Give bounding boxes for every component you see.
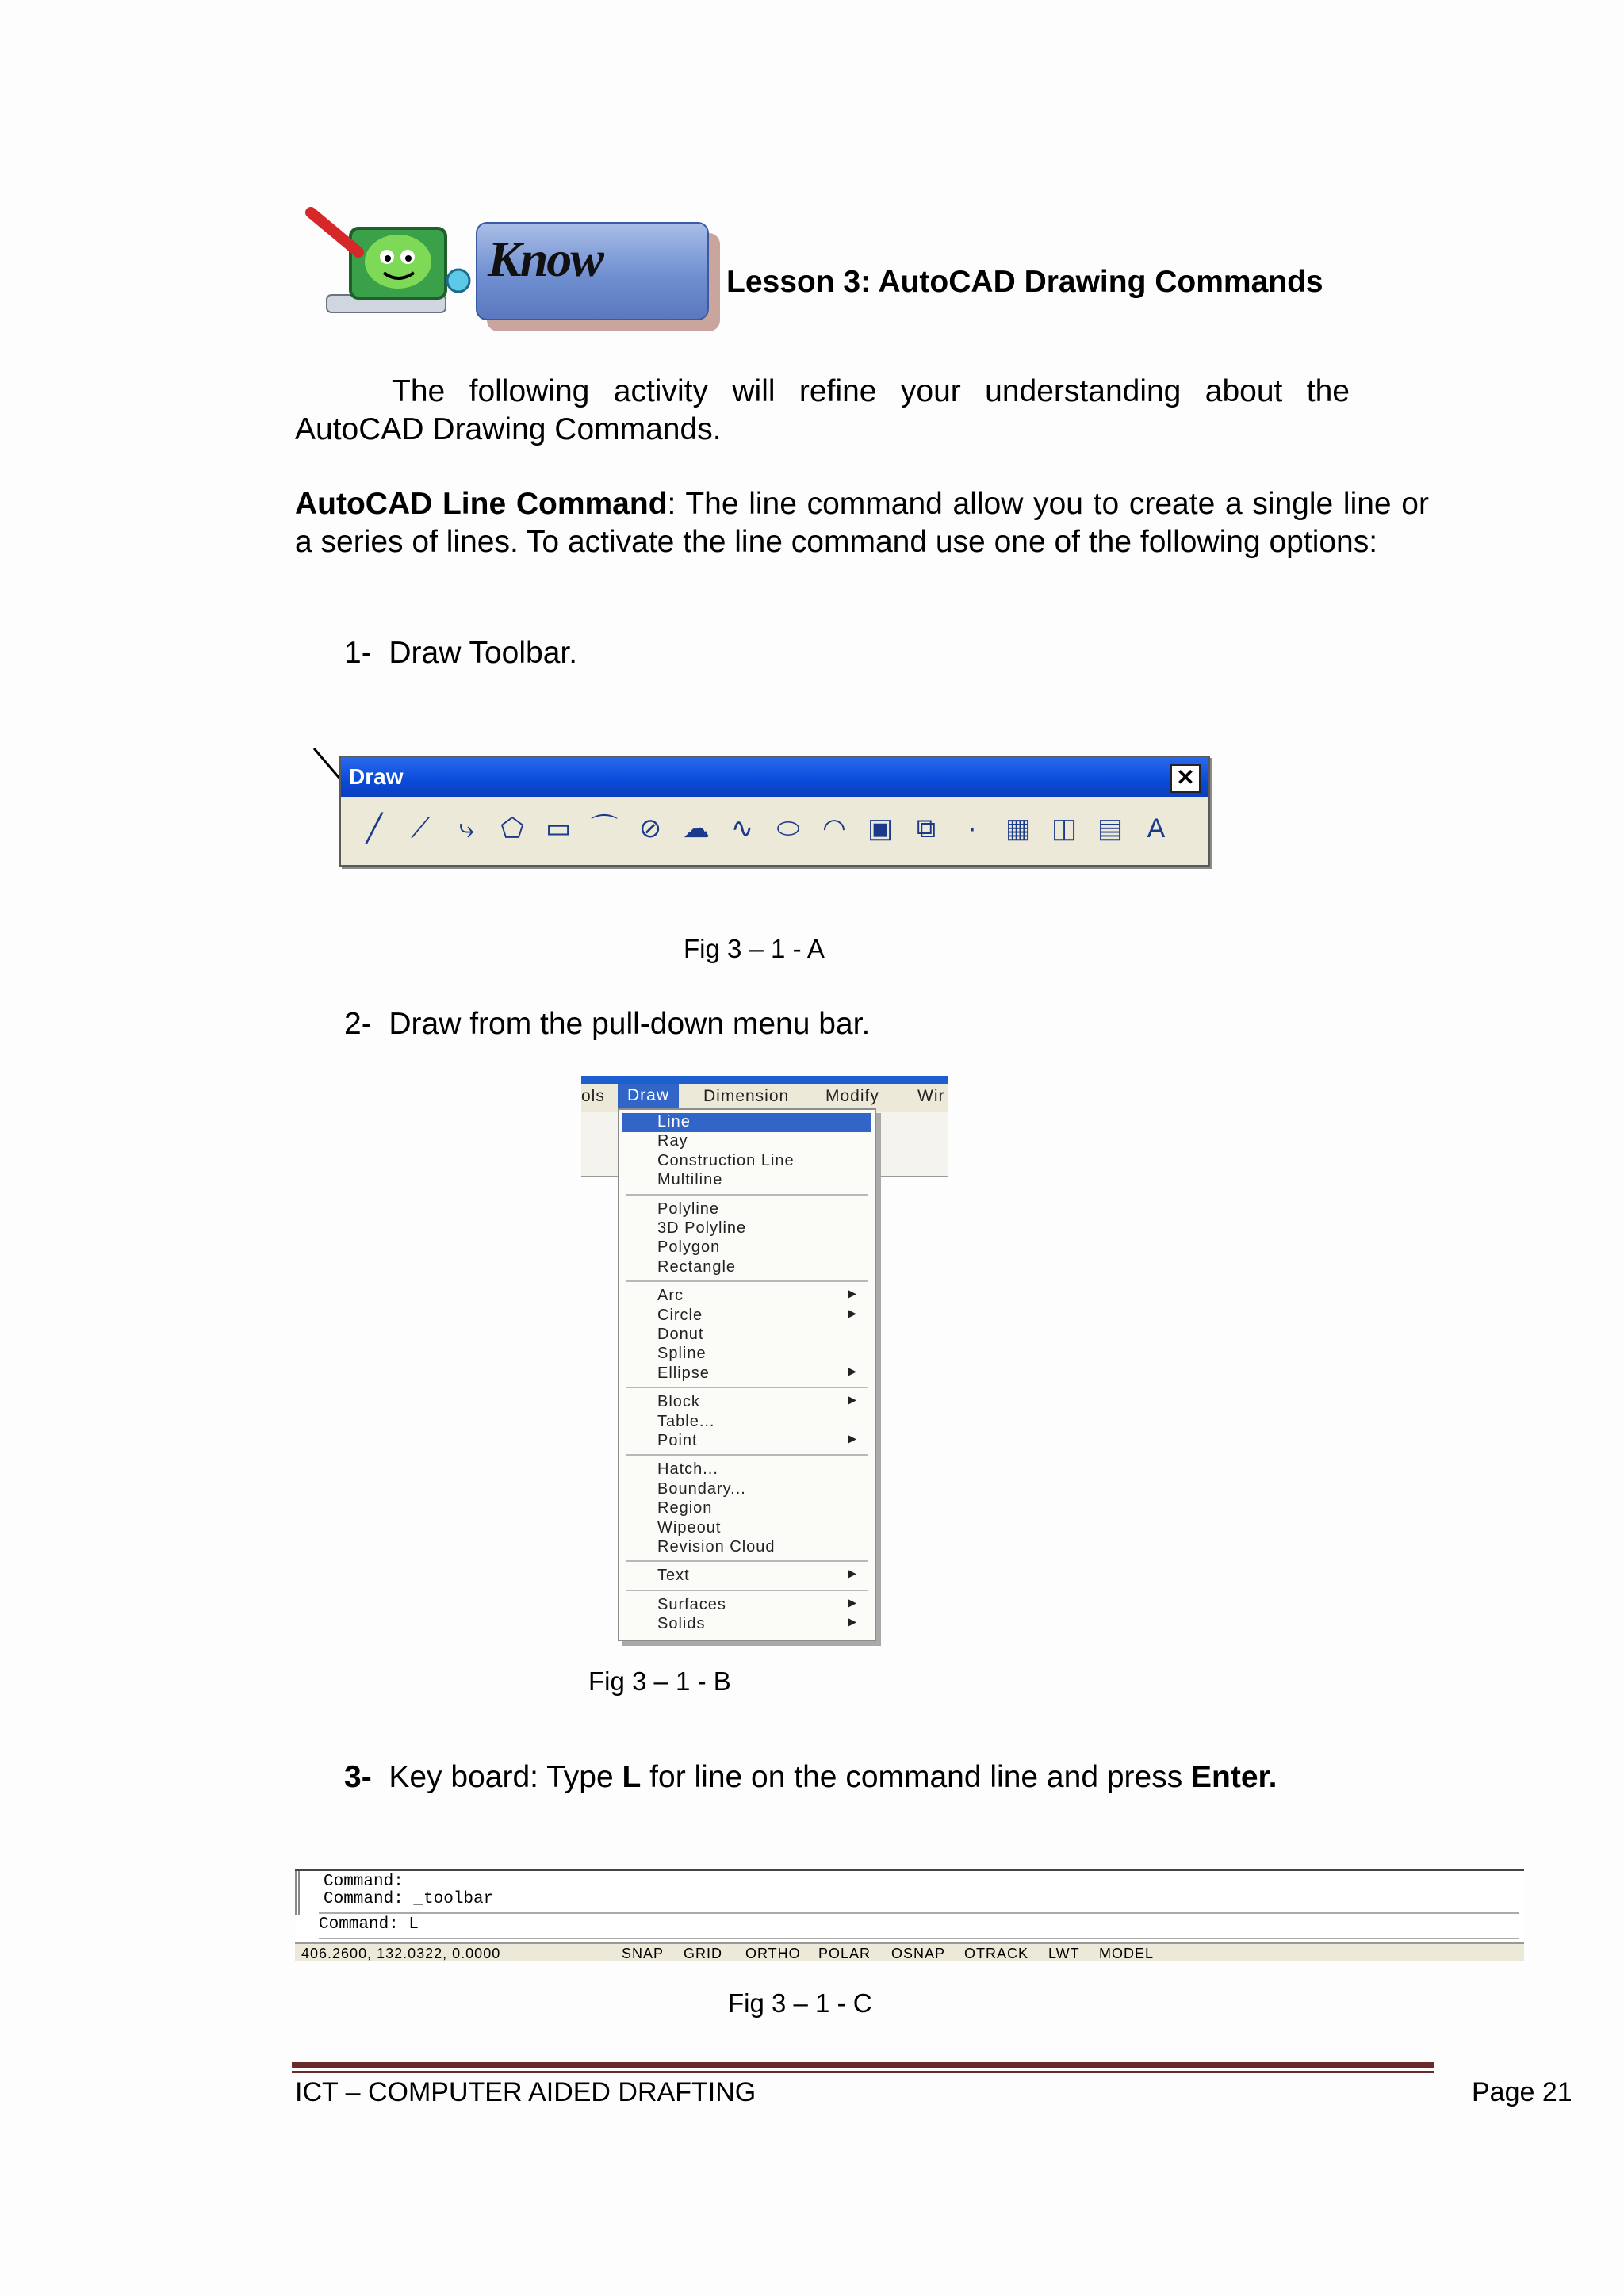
menu-item-point[interactable] [622, 1432, 871, 1451]
submenu-arrow-icon: ▶ [848, 1306, 857, 1319]
status-ortho-button[interactable]: ORTHO [745, 1946, 801, 1961]
table-icon[interactable]: ▤ [1097, 813, 1124, 844]
menu-item-polyline[interactable] [622, 1200, 871, 1219]
submenu-arrow-icon: ▶ [848, 1287, 857, 1300]
menu-modify[interactable]: Modify [825, 1087, 879, 1105]
menu-item-spline[interactable] [622, 1345, 871, 1364]
menu-item-rectangle[interactable] [622, 1258, 871, 1277]
menu-item-donut[interactable] [622, 1326, 871, 1345]
command-input-text: Command: L [319, 1915, 419, 1934]
submenu-arrow-icon: ▶ [848, 1567, 857, 1580]
coordinates-readout: 406.2600, 132.0322, 0.0000 [301, 1946, 501, 1961]
menu-item-label: Revision Cloud [657, 1538, 776, 1556]
status-polar-button[interactable]: POLAR [818, 1946, 871, 1961]
caption-c: Fig 3 – 1 - C [728, 1988, 872, 2018]
draw-toolbar [339, 756, 1210, 867]
menu-item-table[interactable] [622, 1413, 871, 1432]
menu-item-label: Text [657, 1567, 690, 1585]
menu-item-label: Polyline [657, 1200, 720, 1218]
polygon-icon[interactable]: ⬠ [500, 813, 524, 844]
toolbar-icons [352, 806, 1180, 851]
menu-item-label: Rectangle [657, 1257, 737, 1276]
menu-item-label: Ray [657, 1132, 688, 1150]
menu-item-label: Arc [657, 1287, 684, 1305]
polyline-icon[interactable]: ⤷ [458, 813, 474, 844]
option-text: Draw Toolbar. [389, 636, 578, 670]
status-bar [295, 1942, 1524, 1961]
option-key: L [622, 1760, 642, 1794]
option-text: Draw from the pull-down menu bar. [389, 1007, 871, 1041]
arc-icon[interactable]: ⌒ [591, 813, 618, 844]
option-number: 2- [344, 1007, 372, 1041]
menu-item-ray[interactable] [622, 1132, 871, 1151]
option-number: 1- [344, 636, 372, 670]
lesson-title: Lesson 3: AutoCAD Drawing Commands [726, 265, 1323, 299]
intro-paragraph [295, 373, 1350, 449]
menu-item-wipeout[interactable] [622, 1519, 871, 1538]
menu-item-label: Surfaces [657, 1595, 726, 1613]
menu-item-label: Multiline [657, 1171, 723, 1189]
menu-item-line[interactable] [622, 1113, 871, 1132]
menu-item-multiline[interactable] [622, 1171, 871, 1190]
command-history-line: Command: _toolbar [324, 1890, 494, 1908]
menu-dimension[interactable]: Dimension [703, 1087, 790, 1105]
construction-line-icon[interactable]: ⟋ [411, 813, 430, 844]
menu-item-label: Wipeout [657, 1518, 722, 1536]
option-2 [344, 1007, 870, 1042]
draw-dropdown-menu [618, 1108, 876, 1641]
menu-item-3d-polyline[interactable] [622, 1219, 871, 1238]
menu-separator [626, 1194, 868, 1196]
circle-icon[interactable]: ⊘ [638, 813, 662, 844]
menu-item-ellipse[interactable] [622, 1364, 871, 1383]
menu-tools[interactable]: ols [581, 1087, 605, 1105]
menu-item-block[interactable] [622, 1393, 871, 1412]
menu-item-label: Region [657, 1499, 713, 1517]
footer-rule [292, 2062, 1434, 2068]
option-enter: Enter. [1191, 1760, 1277, 1794]
close-icon[interactable]: ✕ [1170, 764, 1201, 793]
menu-draw[interactable]: Draw [618, 1084, 679, 1108]
mascot-icon [303, 205, 485, 323]
menu-separator [626, 1454, 868, 1456]
status-otrack-button[interactable]: OTRACK [964, 1946, 1029, 1961]
menu-item-label: Donut [657, 1326, 704, 1343]
rectangle-icon[interactable]: ▭ [545, 813, 572, 844]
ellipse-icon[interactable]: ⬭ [776, 813, 800, 844]
hatch-icon[interactable]: ▦ [1005, 813, 1032, 844]
status-lwt-button[interactable]: LWT [1048, 1946, 1080, 1961]
line-command-text: : The line command allow you to create a single line or a series of lines. To activate the line command use one of the following options: [295, 487, 1429, 559]
menu-item-label: Circle [657, 1306, 703, 1324]
multiline-text-icon[interactable]: A [1147, 813, 1166, 844]
menu-item-label: Table... [657, 1412, 715, 1430]
menu-window[interactable]: Wir [917, 1087, 945, 1105]
menu-item-boundary[interactable] [622, 1480, 871, 1499]
menu-item-label: Polygon [657, 1238, 721, 1257]
command-history [295, 1871, 1529, 1915]
region-icon[interactable]: ◫ [1051, 813, 1078, 844]
page-number: Page 21 [1472, 2077, 1572, 2107]
menu-item-arc[interactable] [622, 1287, 871, 1306]
menu-item-label: Spline [657, 1345, 707, 1363]
menu-separator [626, 1280, 868, 1282]
option-3 [344, 1760, 1277, 1795]
line-icon[interactable]: ╱ [366, 813, 383, 844]
menu-item-label: Solids [657, 1615, 706, 1633]
caption-b: Fig 3 – 1 - B [588, 1667, 731, 1696]
line-command-term: AutoCAD Line Command [295, 487, 668, 521]
menu-item-label: Boundary... [657, 1479, 746, 1498]
status-snap-button[interactable]: SNAP [622, 1946, 665, 1961]
menu-item-label: 3D Polyline [657, 1219, 747, 1237]
submenu-arrow-icon: ▶ [848, 1615, 857, 1628]
menu-item-text[interactable] [622, 1567, 871, 1586]
menu-item-label: Line [657, 1113, 691, 1131]
menu-item-label: Ellipse [657, 1364, 710, 1382]
submenu-arrow-icon: ▶ [848, 1432, 857, 1445]
option-1 [344, 636, 577, 671]
menu-item-surfaces[interactable] [622, 1596, 871, 1615]
menu-separator [626, 1590, 868, 1591]
menu-item-circle[interactable] [622, 1307, 871, 1326]
option-number: 3- [344, 1760, 372, 1794]
menu-item-label: Point [657, 1432, 698, 1449]
command-input[interactable] [319, 1912, 1519, 1939]
command-history-line: Command: [324, 1873, 404, 1891]
menu-item-region[interactable] [622, 1499, 871, 1518]
menu-item-revision-cloud[interactable] [622, 1538, 871, 1557]
submenu-arrow-icon: ▶ [848, 1393, 857, 1406]
option-text-middle: for line on the command line and press [641, 1760, 1192, 1794]
submenu-arrow-icon: ▶ [848, 1595, 857, 1609]
menu-bar [581, 1076, 948, 1112]
submenu-arrow-icon: ▶ [848, 1364, 857, 1377]
option-text-start: Key board: Type [389, 1760, 622, 1794]
ellipse-arc-icon[interactable]: ◠ [822, 813, 846, 844]
point-icon[interactable]: · [967, 813, 977, 844]
status-osnap-button[interactable]: OSNAP [891, 1946, 946, 1961]
footer-title: ICT – COMPUTER AIDED DRAFTING [295, 2077, 756, 2107]
menu-item-polygon[interactable] [622, 1238, 871, 1257]
menu-item-solids[interactable] [622, 1615, 871, 1634]
status-model-button[interactable]: MODEL [1099, 1946, 1155, 1961]
line-command-paragraph [295, 485, 1429, 561]
menu-separator [626, 1560, 868, 1562]
insert-block-icon[interactable]: ▣ [867, 813, 894, 844]
intro-text: The following activity will refine your understanding about the AutoCAD Drawing Commands. [295, 374, 1350, 446]
footer-rule-thin [292, 2071, 1434, 2073]
menu-item-label: Block [657, 1393, 700, 1411]
spline-icon[interactable]: ∿ [730, 813, 754, 844]
menu-item-hatch[interactable] [622, 1460, 871, 1479]
revision-cloud-icon[interactable]: ☁ [683, 813, 710, 844]
command-window [295, 1869, 1524, 1960]
menu-item-label: Construction Line [657, 1151, 795, 1169]
make-block-icon[interactable]: ⧉ [916, 813, 936, 844]
know-label: Know [488, 231, 603, 287]
menu-separator [626, 1387, 868, 1388]
menu-item-construction-line[interactable] [622, 1152, 871, 1171]
caption-a: Fig 3 – 1 - A [684, 934, 825, 963]
toolbar-title: Draw [341, 757, 1208, 797]
status-grid-button[interactable]: GRID [684, 1946, 722, 1961]
menu-item-label: Hatch... [657, 1460, 718, 1479]
